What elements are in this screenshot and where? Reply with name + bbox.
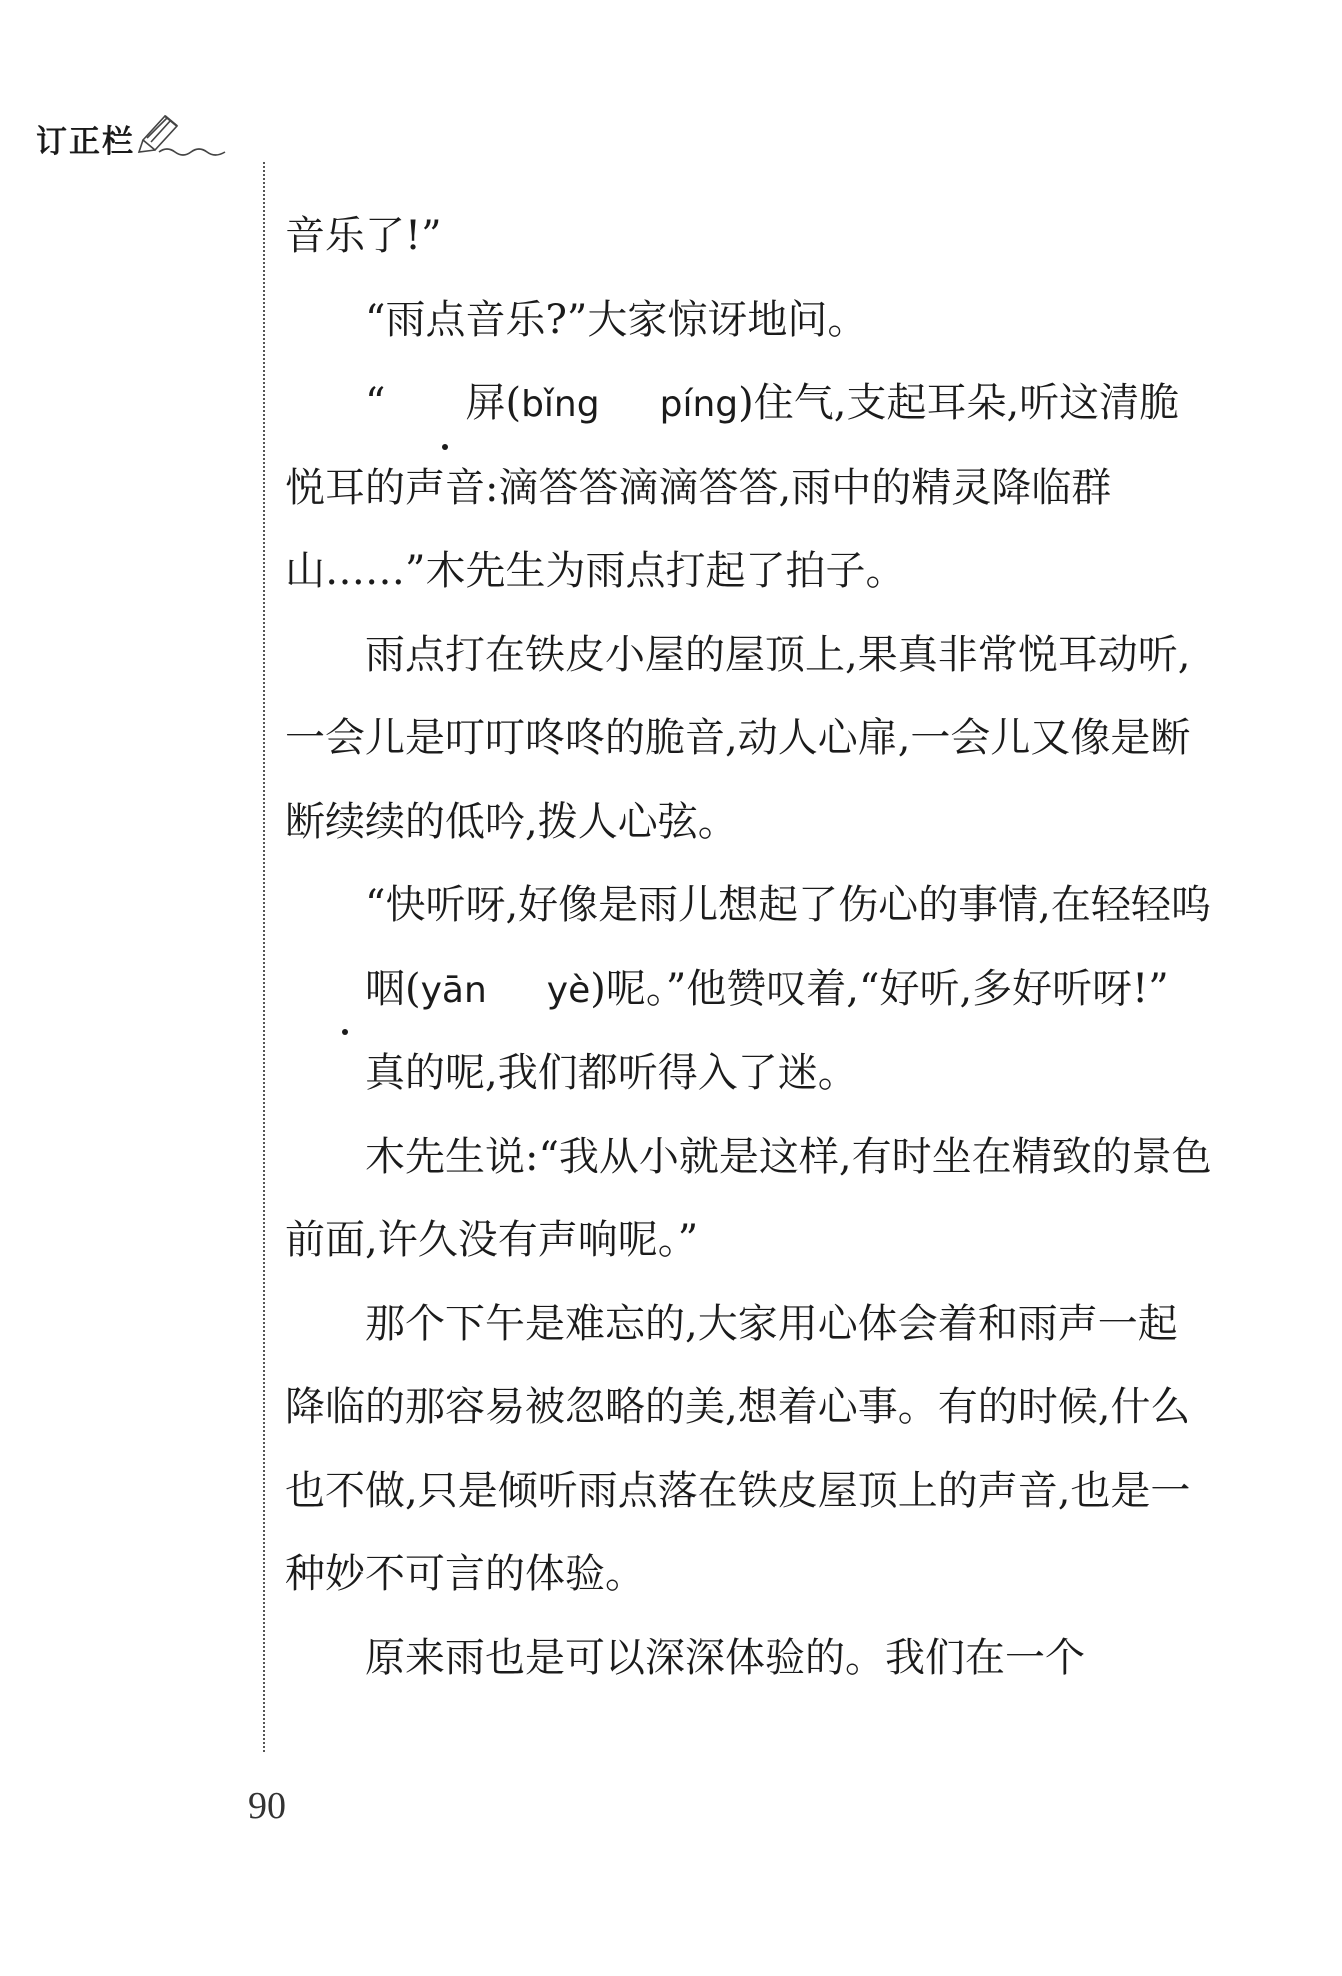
- paragraph-9: 原来雨也是可以深深体验的。我们在一个: [365, 1634, 1085, 1681]
- p5-text-c: )呢。”他赞叹着,“好听,多好听呀!”: [590, 965, 1169, 1012]
- paragraph-8: 那个下午是难忘的,大家用心体会着和雨声一起降临的那容易被忽略的美,想着心事。有的时候,什么也不做,只是倾听雨点落在铁皮屋顶上的声音,也是一种妙不可言的体验。: [285, 1300, 1191, 1597]
- paragraph-5: [285, 864, 1215, 1032]
- paragraph-6: 真的呢,我们都听得入了迷。: [365, 1050, 858, 1096]
- pinyin-option-2: píng: [659, 384, 739, 425]
- p5-text-a: “快听呀,好像是雨儿想起了伤心的事情,在轻轻呜: [365, 882, 1211, 928]
- emphasis-dot-char: 屏: [385, 362, 505, 446]
- p3-text-c: )住气,支起耳朵,听这清脆悦耳的声音:滴答答滴滴答答,雨中的精灵降临群山……”木先生为雨点打起了拍子。: [285, 380, 1180, 594]
- pinyin-option-1: bǐng: [521, 384, 600, 425]
- pinyin-option-2: yè: [546, 969, 591, 1011]
- correction-column-title: 订正栏: [36, 124, 135, 160]
- paragraph-4: 雨点打在铁皮小屋的屋顶上,果真非常悦耳动听,一会儿是叮叮咚咚的脆音,动人心扉,一会儿又像是断断续续的低吟,拨人心弦。: [285, 631, 1191, 845]
- pencil-icon: [137, 110, 229, 158]
- page-number: 90: [248, 1785, 286, 1827]
- paragraph-2: “雨点音乐?”大家惊讶地问。: [365, 296, 868, 343]
- p3-text-b: (: [505, 380, 522, 426]
- paragraph-7: 木先生说:“我从小就是这样,有时坐在精致的景色前面,许久没有声响呢。”: [285, 1133, 1212, 1263]
- p5-text-b: (: [405, 965, 421, 1012]
- margin-divider: [263, 162, 265, 1752]
- paragraph-1: 音乐了!”: [285, 213, 442, 259]
- paragraph-3: [285, 362, 1215, 614]
- pinyin-option-1: yān: [420, 969, 487, 1011]
- p3-text-a: “: [365, 380, 386, 426]
- article-body: [285, 195, 1215, 1700]
- emphasis-dot-char: 咽: [285, 948, 405, 1032]
- correction-column-header: [36, 108, 229, 158]
